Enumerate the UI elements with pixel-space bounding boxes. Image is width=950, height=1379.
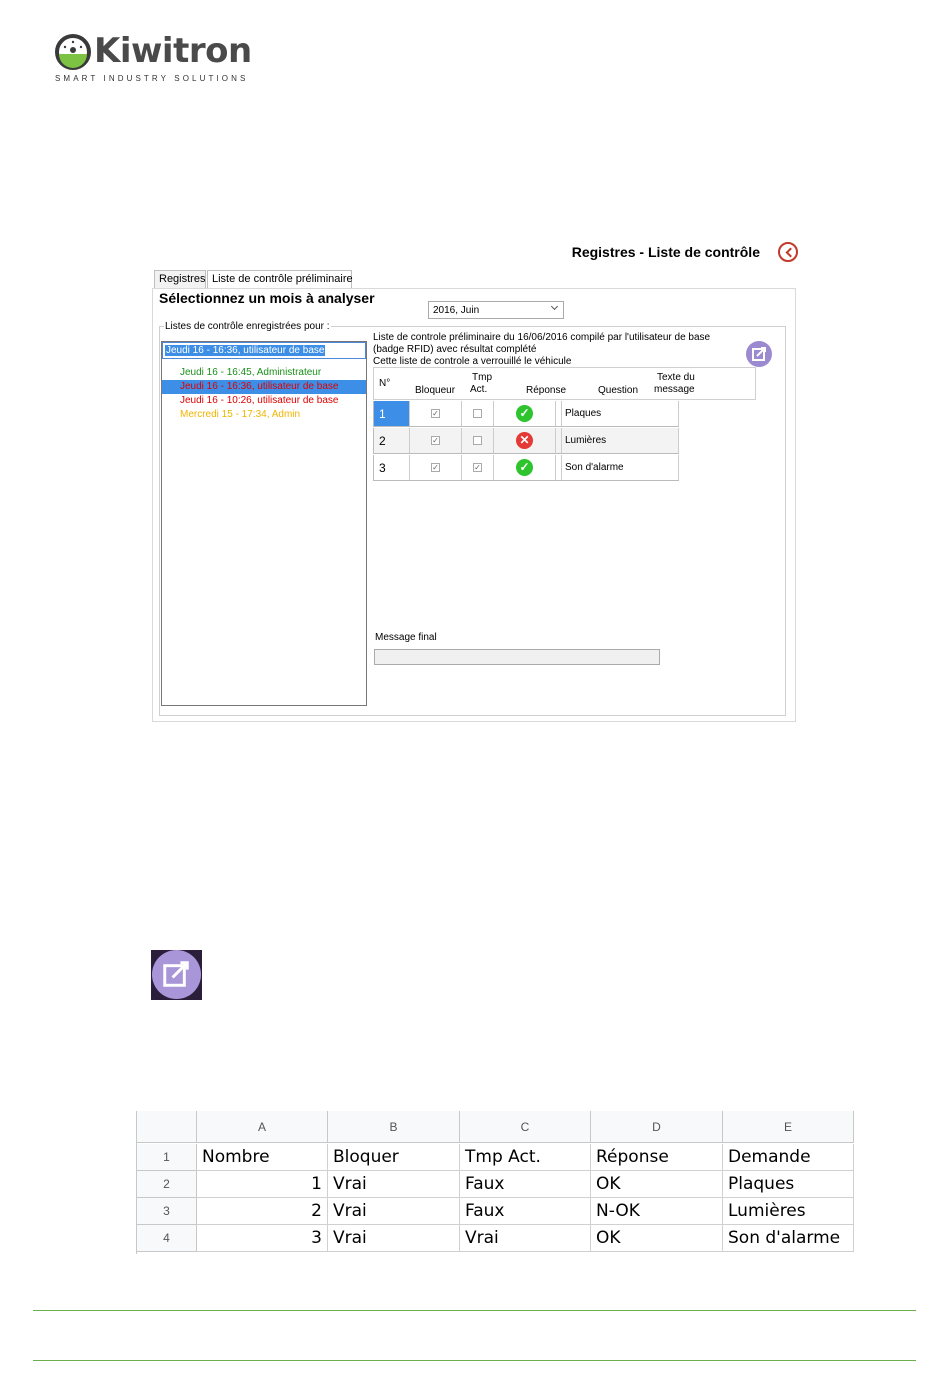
col-num: N° [379,378,391,389]
month-value: 2016, Juin [433,305,480,316]
selected-checklist-text: Jeudi 16 - 16:36, utilisateur de base [166,345,325,356]
table-row[interactable] [373,401,679,427]
grid-cell [556,401,562,426]
col-response: Réponse [526,385,567,396]
sheet-cell[interactable]: Vrai [328,1225,460,1252]
sheet-row-header[interactable]: 2 [137,1171,197,1198]
sheet-cell[interactable]: Réponse [591,1144,723,1171]
edit-icon-circle [152,950,201,999]
checklist-description [373,332,758,368]
col-tmp-2: Act. [470,384,488,395]
sheet-column-header[interactable]: C [460,1111,591,1143]
blocker-checkbox[interactable]: ✓ [432,409,439,418]
table-row[interactable] [373,428,679,454]
tmp-checkbox[interactable]: ✓ [474,463,481,472]
sheet-cell[interactable]: Nombre [197,1144,328,1171]
sheet-cell[interactable]: Bloquer [328,1144,460,1171]
sheet-cell[interactable]: 3 [197,1225,328,1252]
blocker-checkbox[interactable]: ✓ [432,463,439,472]
tab-checklist[interactable]: Liste de contrôle préliminaire [207,270,352,288]
sheet-cell[interactable]: N-OK [591,1198,723,1225]
blocker-checkbox[interactable]: ✓ [432,436,439,445]
sheet-column-header[interactable]: D [591,1111,723,1143]
final-message-field[interactable] [374,649,660,665]
sheet-cell[interactable]: OK [591,1225,723,1252]
check-icon: ✓ [516,459,533,476]
question-text: Lumières [565,435,607,446]
footer-divider-top [33,1310,916,1311]
sheet-corner[interactable] [137,1111,197,1143]
grid-cell [556,428,562,453]
sheet-cell[interactable]: Lumières [723,1198,854,1225]
sheet-cell[interactable]: Tmp Act. [460,1144,591,1171]
sheet-cell[interactable]: Vrai [328,1171,460,1198]
export-icon-large [151,950,202,1000]
spreadsheet [136,1111,841,1254]
kiwi-logo-icon [55,34,91,70]
sheet-row-header[interactable]: 1 [137,1144,197,1171]
sheet-cell[interactable]: Vrai [328,1198,460,1225]
row-number: 2 [374,428,410,453]
sheet-column-header[interactable]: E [723,1111,854,1143]
check-icon: ✓ [516,405,533,422]
row-number: 1 [374,401,410,426]
month-select[interactable] [428,301,564,319]
footer-divider-bottom [33,1360,916,1361]
final-message-label: Message final [375,632,437,643]
grid-cell [556,455,562,480]
checklist-list-item[interactable]: Jeudi 16 - 16:36, utilisateur de base [162,380,366,394]
chevron-down-icon [551,303,558,310]
share-icon [746,341,772,367]
sheet-cell[interactable]: Demande [723,1144,854,1171]
col-text-1: Texte du [657,372,695,383]
checklist-list-item[interactable]: Jeudi 16 - 16:45, Administrateur [180,367,322,378]
sheet-row-header[interactable]: 4 [137,1225,197,1252]
company-logo [55,31,252,84]
description-line: Liste de controle préliminaire du 16/06/2016 compilé par l'utilisateur de base [373,332,711,343]
sheet-cell[interactable]: Vrai [460,1225,591,1252]
grid-cell [613,428,679,453]
col-text-2: message [654,384,695,395]
page-title: Registres - Liste de contrôle [571,244,760,260]
description-line: Cette liste de controle a verrouillé le véhicule [373,356,572,367]
error-icon: ✕ [516,432,533,449]
app-window [152,238,800,724]
checklist-list-item[interactable]: Jeudi 16 - 10:26, utilisateur de base [180,395,339,406]
logo-wordmark: Kiwitron [94,31,252,71]
description-line: (badge RFID) avec résultat complété [373,344,537,355]
tmp-checkbox[interactable] [473,436,482,445]
sheet-row-header[interactable]: 3 [137,1198,197,1225]
back-button[interactable] [778,242,798,262]
export-button[interactable] [746,341,772,367]
share-icon [152,950,201,999]
question-text: Plaques [565,408,602,419]
sheet-cell[interactable]: Plaques [723,1171,854,1198]
sheet-cell[interactable]: Faux [460,1171,591,1198]
month-label: Sélectionnez un mois à analyser [159,290,375,306]
sheet-cell[interactable]: Son d'alarme [723,1225,854,1252]
row-number: 3 [374,455,410,480]
tab-registres[interactable]: Registres [154,270,206,288]
checklist-list-item[interactable]: Mercredi 15 - 17:34, Admin [180,409,301,420]
sheet-column-header[interactable]: B [328,1111,460,1143]
logo-tagline: SMART INDUSTRY SOLUTIONS [55,74,249,83]
col-question: Question [598,385,639,396]
sheet-cell[interactable]: Faux [460,1198,591,1225]
sheet-column-header[interactable]: A [197,1111,328,1143]
col-tmp-1: Tmp [472,372,492,383]
question-text: Son d'alarme [565,462,624,473]
grid-header [373,367,756,400]
grid-cell [613,401,679,426]
sheet-cell[interactable]: 1 [197,1171,328,1198]
group-label: Listes de contrôle enregistrées pour : [165,321,330,332]
tmp-checkbox[interactable] [473,409,482,418]
table-row[interactable] [373,455,679,481]
selected-checklist[interactable] [162,342,366,359]
col-blocker: Bloqueur [415,385,456,396]
sheet-cell[interactable]: OK [591,1171,723,1198]
sheet-cell[interactable]: 2 [197,1198,328,1225]
